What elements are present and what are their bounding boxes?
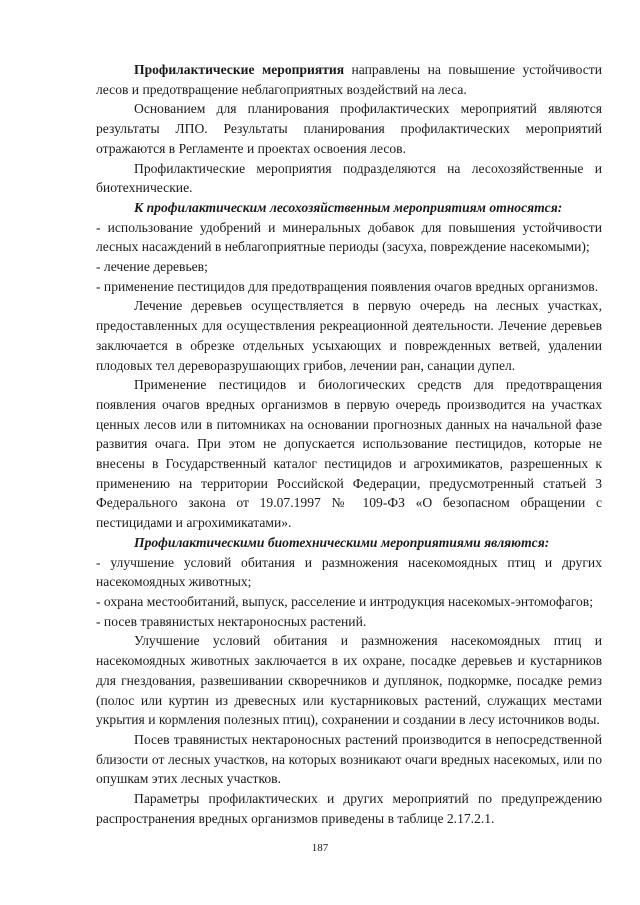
page-number: 187 <box>311 842 329 854</box>
paragraph-1 <box>96 60 602 99</box>
paragraph-nectar-plants: Посев травянистых нектароносных растений производится в непосредственной близости от лесных участков, на которых возникают очаги вредных насекомых, или по опушкам этих лесных участков. <box>96 731 602 787</box>
paragraph-1-text: направлены на повышение устойчивости лесов и предотвращение неблагоприятных воздействий на леса. <box>96 62 602 97</box>
paragraph-table-reference: Параметры профилактических и других мероприятий по предупреждению распространения вредных организмов приведены в таблице 2.17.2.1. <box>96 791 602 826</box>
forestry-measures-heading: К профилактическим лесохозяйственным мероприятиям относятся: <box>134 199 563 215</box>
paragraph-bird-conditions: Улучшение условий обитания и размножения насекомоядных птиц и насекомоядных животных заключается в их охране, посадке деревьев и кустарников для гнездования, развешивании скворечников и дуплянок, подкормке, посадке ремиз (полос или куртин из древесных или кустарниковых растений, служащих местами укрытия и кормления полезных птиц), сохранении и создании в лесу источников воды. <box>96 633 602 728</box>
paragraph-pesticides: Применение пестицидов и биологических средств для предотвращения появления очагов вредных организмов в первую очередь производится на участках ценных лесов или в питомниках на основании прогнозных данных на начальной фазе развития очага. При этом не допускается использование пестицидов, которые не внесены в Государственный каталог пестицидов и агрохимикатов, разрешенных к применению на территории Российской Федерации, предусмотренный статьей 3 Федерального закона от 19.07.1997 № 109-ФЗ «О безопасном обращении с пестицидами и агрохимикатами». <box>96 377 602 531</box>
biotechnical-measures-heading: Профилактическими биотехническими мероприятиями являются: <box>134 534 550 550</box>
term-prophylactic-measures: Профилактические мероприятия <box>134 62 345 77</box>
list-item-fertilizers: - использование удобрений и минеральных добавок для повышения устойчивости лесных насаждений в неблагоприятные периоды (засуха, повреждение насекомыми); <box>96 219 602 255</box>
list-item-pesticides: - применение пестицидов для предотвращения появления очагов вредных организмов. <box>96 278 599 294</box>
list-item-bird-conditions: - улучшение условий обитания и размножения насекомоядных птиц и других насекомоядных животных; <box>96 554 602 590</box>
list-item-tree-treatment: - лечение деревьев; <box>96 259 208 275</box>
list-item-nectar-plants: - посев травянистых нектароносных растений. <box>96 613 367 629</box>
paragraph-3: Профилактические мероприятия подразделяются на лесохозяйственные и биотехнические. <box>96 160 602 196</box>
page-body <box>96 60 602 828</box>
paragraph-2: Основанием для планирования профилактических мероприятий являются результаты ЛПО. Результаты планирования профилактических мероприятий отражаются в Регламенте и проектах освоения лесов. <box>96 101 602 156</box>
paragraph-tree-treatment: Лечение деревьев осуществляется в первую очередь на лесных участках, предоставленных для осуществления рекреационной деятельности. Лечение деревьев заключается в обрезке отдельных усыхающих и поврежденных ветвей, удалении плодовых тел дереворазрушающих грибов, лечении ран, санации дупел. <box>96 298 602 373</box>
list-item-entomophages: - охрана местообитаний, выпуск, расселение и интродукция насекомых-энтомофагов; <box>96 593 593 609</box>
